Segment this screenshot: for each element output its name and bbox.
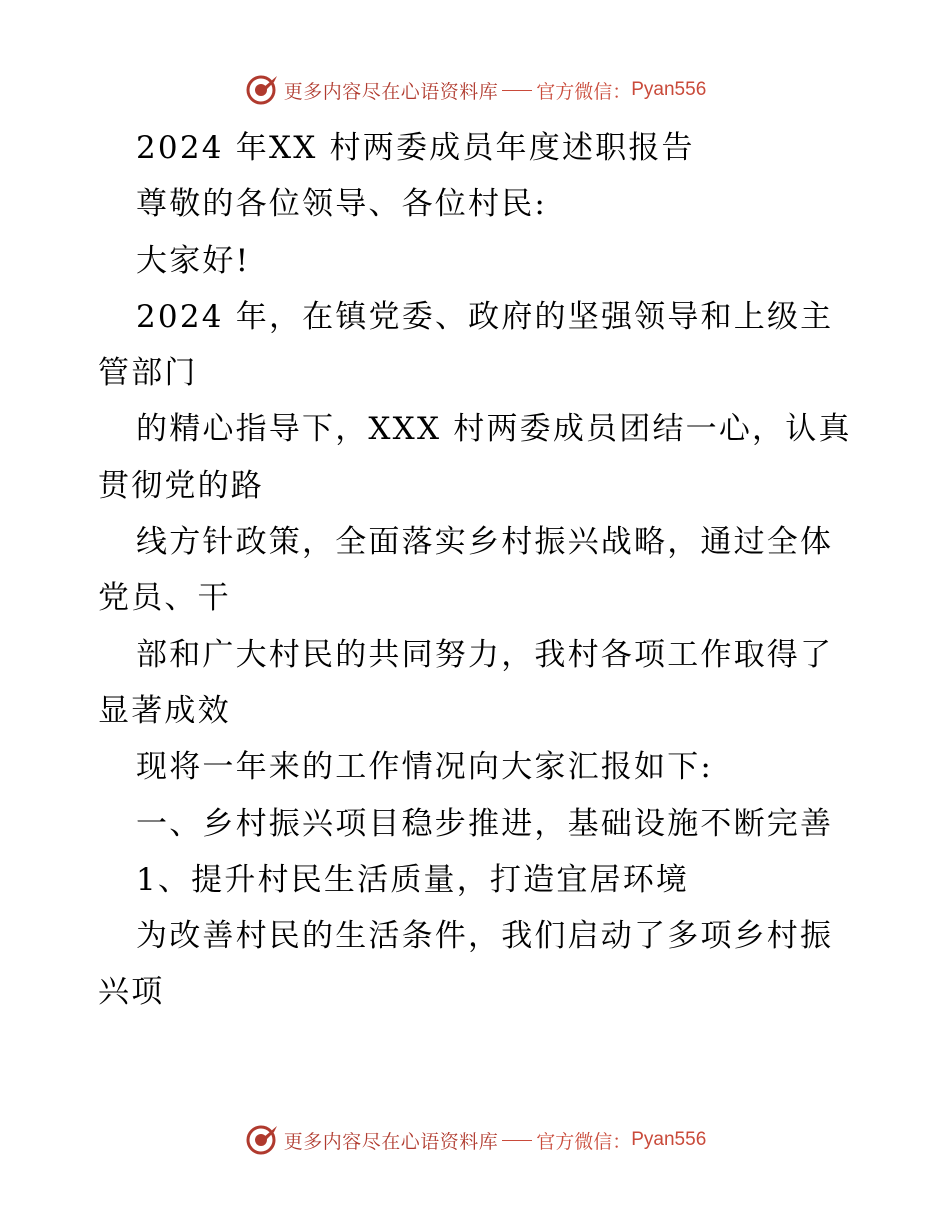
document-line: 现将一年来的工作情况向大家汇报如下: (136, 749, 714, 786)
document-line: 2024 年，在镇党委、政府的坚强领导和上级主 (136, 298, 834, 335)
document-line: 的精心指导下，XXX 村两委成员团结一心，认真 (136, 411, 852, 448)
watermark-divider (502, 1140, 532, 1141)
document-line: 一、乡村振兴项目稳步推进，基础设施不断完善 (136, 805, 834, 842)
footer-watermark (0, 1120, 950, 1160)
watermark-id-text: Pyan556 (631, 1129, 707, 1150)
document-line: 贯彻党的路 (98, 467, 264, 504)
quill-logo-icon (244, 72, 280, 108)
document-line: 尊敬的各位领导、各位村民: (136, 186, 548, 223)
watermark-main-text: 更多内容尽在心语资料库 (283, 80, 499, 103)
quill-logo-icon (244, 1122, 280, 1158)
watermark-sub-text: 官方微信： (536, 1130, 632, 1153)
watermark-id-text: Pyan556 (631, 79, 707, 100)
document-line: 2024 年XX 村两委成员年度述职报告 (136, 130, 695, 166)
document-body (98, 120, 858, 1021)
watermark-sub-text: 官方微信： (536, 80, 632, 103)
document-line: 为改善村民的生活条件，我们启动了多项乡村振 (136, 918, 834, 955)
document-line: 大家好! (136, 242, 251, 279)
document-line: 显著成效 (98, 692, 231, 729)
document-line: 兴项 (98, 974, 165, 1011)
document-line: 线方针政策，全面落实乡村振兴战略，通过全体 (136, 524, 834, 561)
document-line: 部和广大村民的共同努力，我村各项工作取得了 (136, 636, 834, 673)
document-line: 党员、干 (98, 580, 231, 617)
header-watermark (0, 70, 950, 110)
watermark-divider (502, 90, 532, 91)
document-line: 1、提升村民生活质量，打造宜居环境 (136, 861, 690, 898)
watermark-main-text: 更多内容尽在心语资料库 (283, 1130, 499, 1153)
document-line: 管部门 (98, 355, 198, 392)
